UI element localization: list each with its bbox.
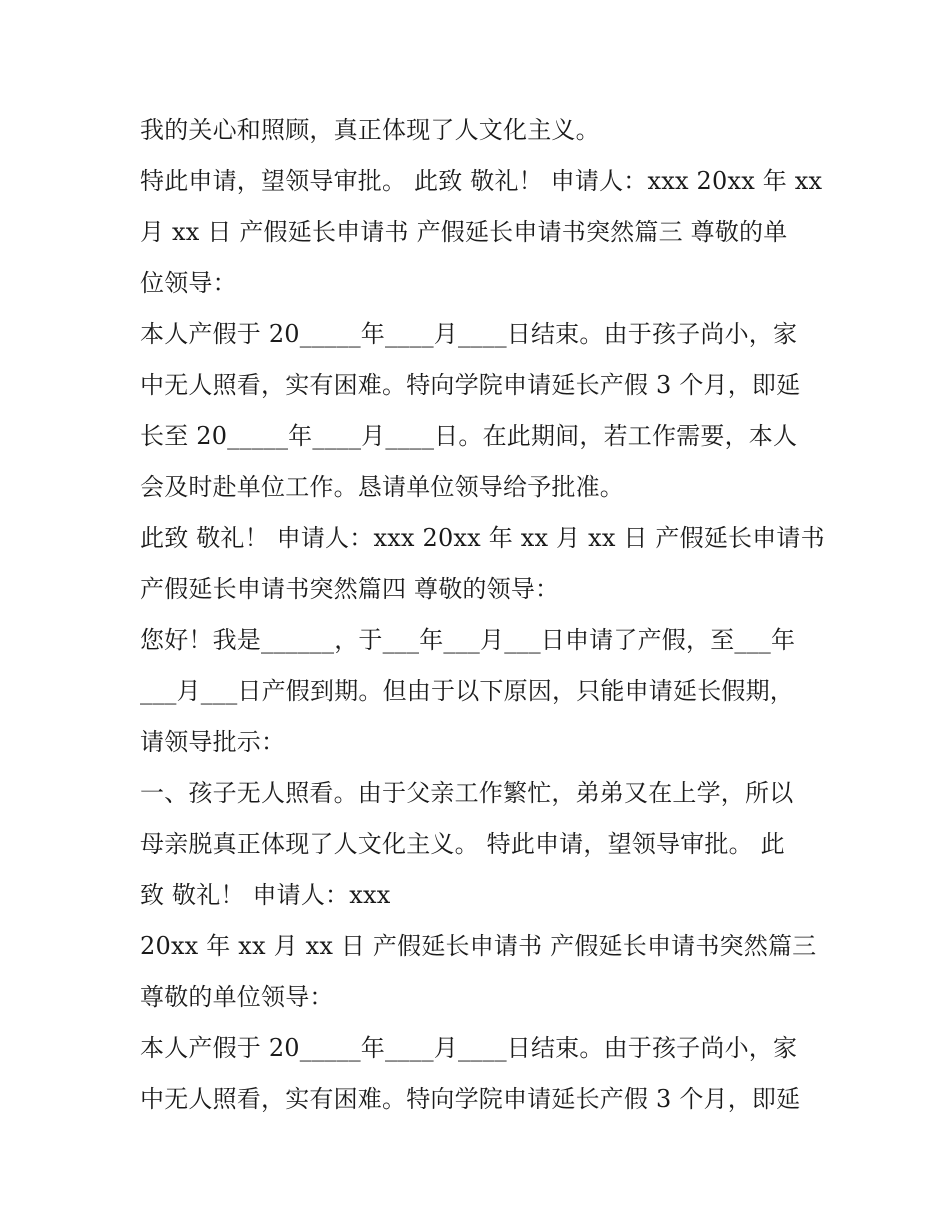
- text-line: 产假延长申请书突然篇四 尊敬的领导：: [140, 575, 560, 603]
- text-line: 此致 敬礼！ 申请人：xxx 20xx 年 xx 月 xx 日 产假延长申请书: [140, 524, 825, 552]
- text-line: 我的关心和照顾，真正体现了人文化主义。: [140, 116, 600, 144]
- text-line: 月 xx 日 产假延长申请书 产假延长申请书突然篇三 尊敬的单: [140, 218, 788, 246]
- text-line: 母亲脱真正体现了人文化主义。 特此申请，望领导审批。 此: [140, 830, 785, 858]
- text-line: 尊敬的单位领导：: [140, 983, 334, 1011]
- text-line: 会及时赴单位工作。恳请单位领导给予批准。: [140, 473, 624, 501]
- text-line: 您好！我是______，于___年___月___日申请了产假，至___年: [140, 626, 796, 654]
- text-line: 中无人照看，实有困难。特向学院申请延长产假 3 个月，即延: [140, 371, 801, 399]
- text-line: 20xx 年 xx 月 xx 日 产假延长申请书 产假延长申请书突然篇三: [140, 932, 817, 960]
- text-line: 位领导：: [140, 269, 237, 297]
- text-line: 本人产假于 20_____年____月____日结束。由于孩子尚小，家: [140, 320, 798, 348]
- text-line: 一、孩子无人照看。由于父亲工作繁忙，弟弟又在上学，所以: [140, 779, 794, 807]
- text-line: 特此申请，望领导审批。 此致 敬礼！ 申请人：xxx 20xx 年 xx: [140, 167, 823, 195]
- text-line: 长至 20_____年____月____日。在此期间，若工作需要，本人: [140, 422, 798, 450]
- text-line: 本人产假于 20_____年____月____日结束。由于孩子尚小，家: [140, 1034, 798, 1062]
- text-line: ___月___日产假到期。但由于以下原因，只能申请延长假期，: [140, 677, 794, 705]
- text-line: 致 敬礼！ 申请人：xxx: [140, 881, 391, 909]
- text-line: 请领导批示：: [140, 728, 286, 756]
- text-line: 中无人照看，实有困难。特向学院申请延长产假 3 个月，即延: [140, 1085, 801, 1113]
